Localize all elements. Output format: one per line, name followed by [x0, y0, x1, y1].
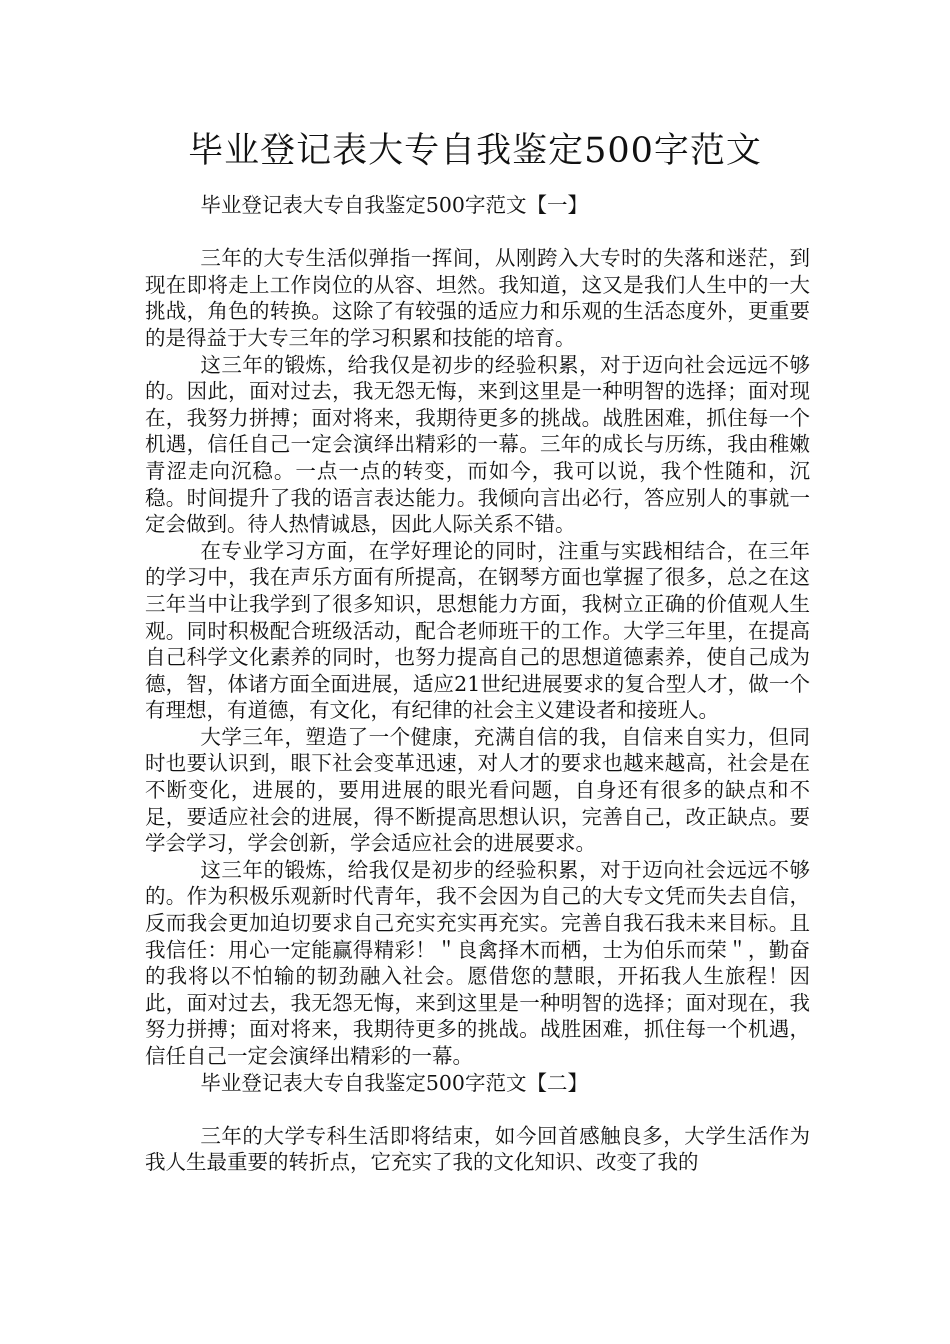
- document-body: [145, 192, 810, 1176]
- section-heading-1: 毕业登记表大专自我鉴定500字范文【一】: [200, 193, 588, 217]
- paragraph: 这三年的锻炼，给我仅是初步的经验积累，对于迈向社会远远不够的。作为积极乐观新时代青年，我不会因为自己的大专文凭而失去自信，反而我会更加迫切要求自己充实充实再充实。完善自我石我未来目标。且我信任：用心一定能赢得精彩！＂良禽择木而栖，士为伯乐而荣＂，勤奋的我将以不怕输的韧劲融入社会。愿借您的慧眼，开拓我人生旅程！因此，面对过去，我无怨无悔，来到这里是一种明智的选择；面对现在，我努力拼搏；面对将来，我期待更多的挑战。战胜困难，抓住每一个机遇，信任自己一定会演绎出精彩的一幕。: [145, 857, 810, 1068]
- blank-line: [145, 1096, 810, 1123]
- document-title: 毕业登记表大专自我鉴定500字范文: [188, 131, 762, 171]
- blank-line: [145, 219, 810, 246]
- paragraph: 大学三年，塑造了一个健康，充满自信的我，自信来自实力，但同时也要认识到，眼下社会变革迅速，对人才的要求也越来越高，社会是在不断变化，进展的，要用进展的眼光看问题，自身还有很多的缺点和不足，要适应社会的进展，得不断提高思想认识，完善自己，改正缺点。要学会学习，学会创新，学会适应社会的进展要求。: [145, 724, 810, 856]
- paragraph: 三年的大专生活似弹指一挥间，从刚跨入大专时的失落和迷茫，到现在即将走上工作岗位的从容、坦然。我知道，这又是我们人生中的一大挑战，角色的转换。这除了有较强的适应力和乐观的生活态度外，更重要的是得益于大专三年的学习积累和技能的培育。: [145, 246, 810, 350]
- section-heading-2: 毕业登记表大专自我鉴定500字范文【二】: [200, 1070, 588, 1095]
- paragraph: 三年的大学专科生活即将结束，如今回首感触良多，大学生活作为我人生最重要的转折点，它充实了我的文化知识、改变了我的: [145, 1123, 810, 1175]
- paragraph: 在专业学习方面，在学好理论的同时，注重与实践相结合，在三年的学习中，我在声乐方面有所提高，在钢琴方面也掌握了很多，总之在这三年当中让我学到了很多知识，思想能力方面，我树立正确的价值观人生观。同时积极配合班级活动，配合老师班干的工作。大学三年里，在提高自己科学文化素养的同时，也努力提高自己的思想道德素养，使自己成为德，智，体诸方面全面进展，适应21世纪进展要求的复合型人才，做一个有理想，有道德，有文化，有纪律的社会主义建设者和接班人。: [145, 538, 810, 723]
- paragraph: 这三年的锻炼，给我仅是初步的经验积累，对于迈向社会远远不够的。因此，面对过去，我无怨无悔，来到这里是一种明智的选择；面对现在，我努力拼搏；面对将来，我期待更多的挑战。战胜困难，抓住每一个机遇，信任自己一定会演绎出精彩的一幕。三年的成长与历练，我由稚嫩青涩走向沉稳。一点一点的转变，而如今，我可以说，我个性随和，沉稳。时间提升了我的语言表达能力。我倾向言出必行，答应别人的事就一定会做到。待人热情诚恳，因此人际关系不错。: [145, 352, 810, 537]
